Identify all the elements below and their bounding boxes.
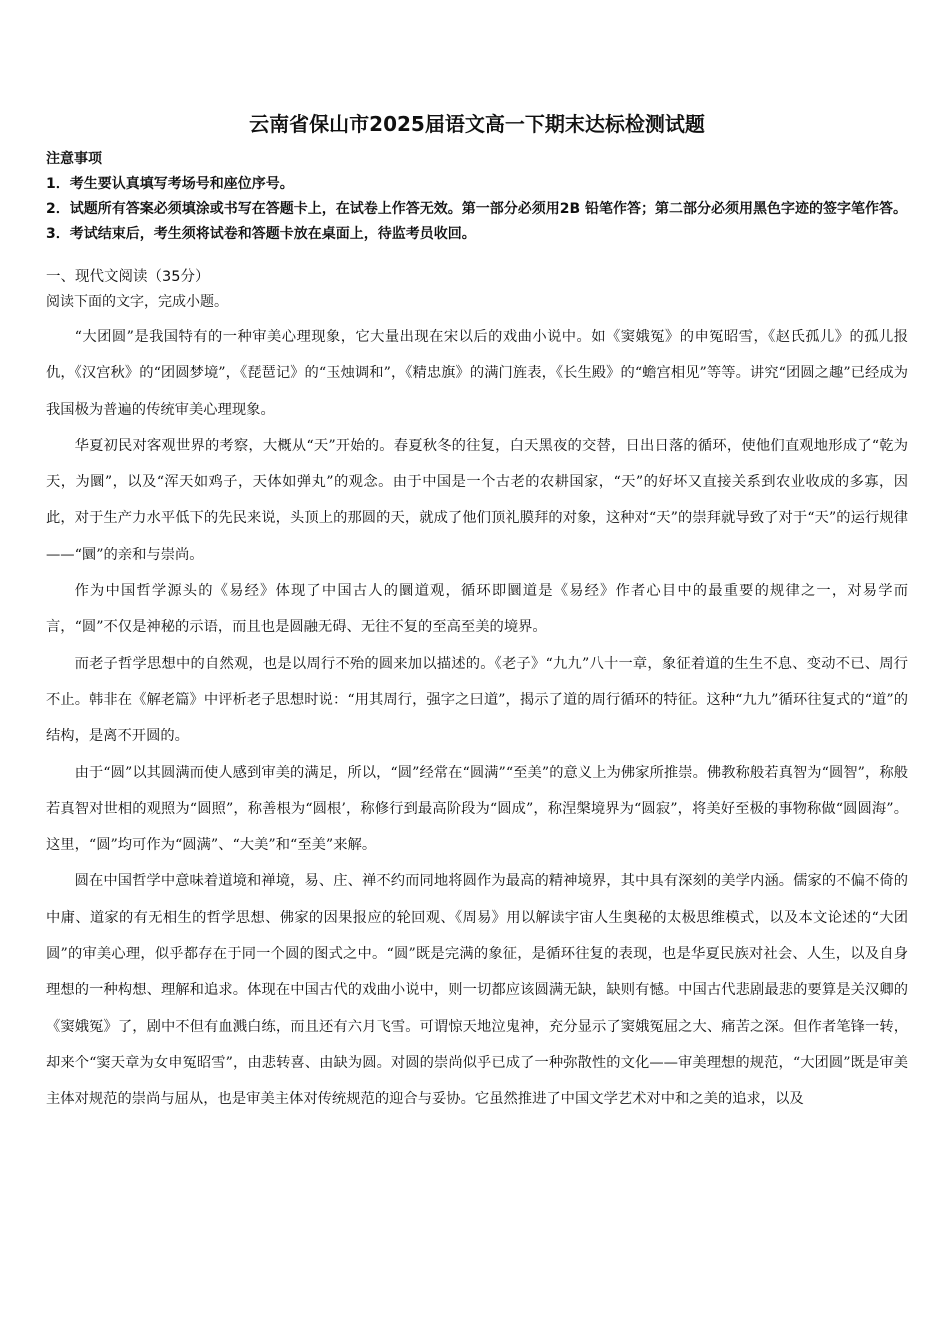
section-spacer bbox=[46, 247, 908, 265]
section-title: 一、现代文阅读（35分） bbox=[46, 269, 210, 285]
page-title: 云南省保山市2025届语文高一下期末达标检测试题 bbox=[249, 112, 705, 136]
section-instruction: 阅读下面的文字，完成小题。 bbox=[46, 294, 228, 310]
notice-heading: 注意事项 bbox=[46, 151, 102, 167]
passage-paragraph: 由于“圆”以其圆满而使人感到审美的满足，所以，“圆”经常在“圆满”“至美”的意义上为佛家所推崇。佛教称般若真智为“圆智”，称般若真智对世相的观照为“圆照”，称善根为“圆根’，称修行到最高阶段为“圆成”，称涅槃境界为“圆寂”，将美好至极的事物称做“圆圆海”。这里，“圆”均可作为“圆满”、“大美”和“至美”来解。 bbox=[46, 764, 908, 854]
passage-paragraph: 华夏初民对客观世界的考察，大概从“天”开始的。春夏秋冬的往复，白天黑夜的交替，日出日落的循环，使他们直观地形成了“乾为天，为圜”，以及“浑天如鸡子，天体如弹丸”的观念。由于中国是一个古老的农耕国家，“天”的好坏又直接关系到农业收成的多寡，因此，对于生产力水平低下的先民来说，头顶上的那圆的天，就成了他们顶礼膜拜的对象，这种对“天”的崇拜就导致了对于“天”的运行规律——“圜”的亲和与崇尚。 bbox=[46, 437, 908, 563]
notice-item-3: 3．考试结束后，考生须将试卷和答题卡放在桌面上，待监考员收回。 bbox=[46, 226, 476, 242]
passage-paragraph: 圆在中国哲学中意味着道境和禅境，易、庄、禅不约而同地将圆作为最高的精神境界，其中具有深刻的美学内涵。儒家的不偏不倚的中庸、道家的有无相生的哲学思想、佛家的因果报应的轮回观、《周易》用以解读宇宙人生奥秘的太极思维模式，以及本文论述的“大团圆”的审美心理，似乎都存在于同一个圆的图式之中。“圆”既是完满的象征，是循环往复的表现，也是华夏民族对社会、人生，以及自身理想的一种构想、理解和追求。体现在中国古代的戏曲小说中，则一切都应该圆满无缺，缺则有憾。中国古代悲剧最悲的要算是关汉卿的《窦娥冤》了，剧中不但有血溅白练，而且还有六月飞雪。可谓惊天地泣鬼神，充分显示了窦娥冤屈之大、痛苦之深。但作者笔锋一转，却来个“窦天章为女申冤昭雪”，由悲转喜、由缺为圆。对圆的崇尚似乎已成了一种弥散性的文化——审美理想的规范，“大团圆”既是审美主体对规范的崇尚与屈从，也是审美主体对传统规范的迎合与妥协。它虽然推进了中国文学艺术对中和之美的追求，以及 bbox=[46, 873, 908, 1108]
passage-paragraph: 作为中国哲学源头的《易经》体现了中国古人的圜道观，循环即圜道是《易经》作者心目中的最重要的规律之一，对易学而言，“圆”不仅是神秘的示语，而且也是圆融无碍、无往不复的至高至美的境界。 bbox=[46, 583, 908, 636]
reading-passage bbox=[46, 319, 908, 1118]
passage-paragraph: 而老子哲学思想中的自然观，也是以周行不殆的圆来加以描述的。《老子》“九九”八十一章，象征着道的生生不息、变动不已、周行不止。韩非在《解老篇》中评析老子思想时说：“用其周行，强字之曰道”，揭示了道的周行循环的特征。这种“九九”循环往复式的“道”的结构，是离不开圆的。 bbox=[46, 655, 908, 745]
exam-page bbox=[46, 108, 908, 1118]
notice-item-1: 1．考生要认真填写考场号和座位序号。 bbox=[46, 176, 294, 192]
passage-paragraph: “大团圆”是我国特有的一种审美心理现象，它大量出现在宋以后的戏曲小说中。如《窦娥冤》的申冤昭雪，《赵氏孤儿》的孤儿报仇，《汉宫秋》的“团圆梦境”，《琵琶记》的“玉烛调和”，《精忠旗》的满门旌表，《长生殿》的“蟾宫相见”等等。讲究“团圆之趣”已经成为我国极为普遍的传统审美心理现象。 bbox=[46, 329, 908, 418]
notice-item-2: 2．试题所有答案必须填涂或书写在答题卡上，在试卷上作答无效。第一部分必须用2B 铅笔作答；第二部分必须用黑色字迹的签字笔作答。 bbox=[46, 201, 908, 217]
notice-block bbox=[46, 147, 908, 247]
